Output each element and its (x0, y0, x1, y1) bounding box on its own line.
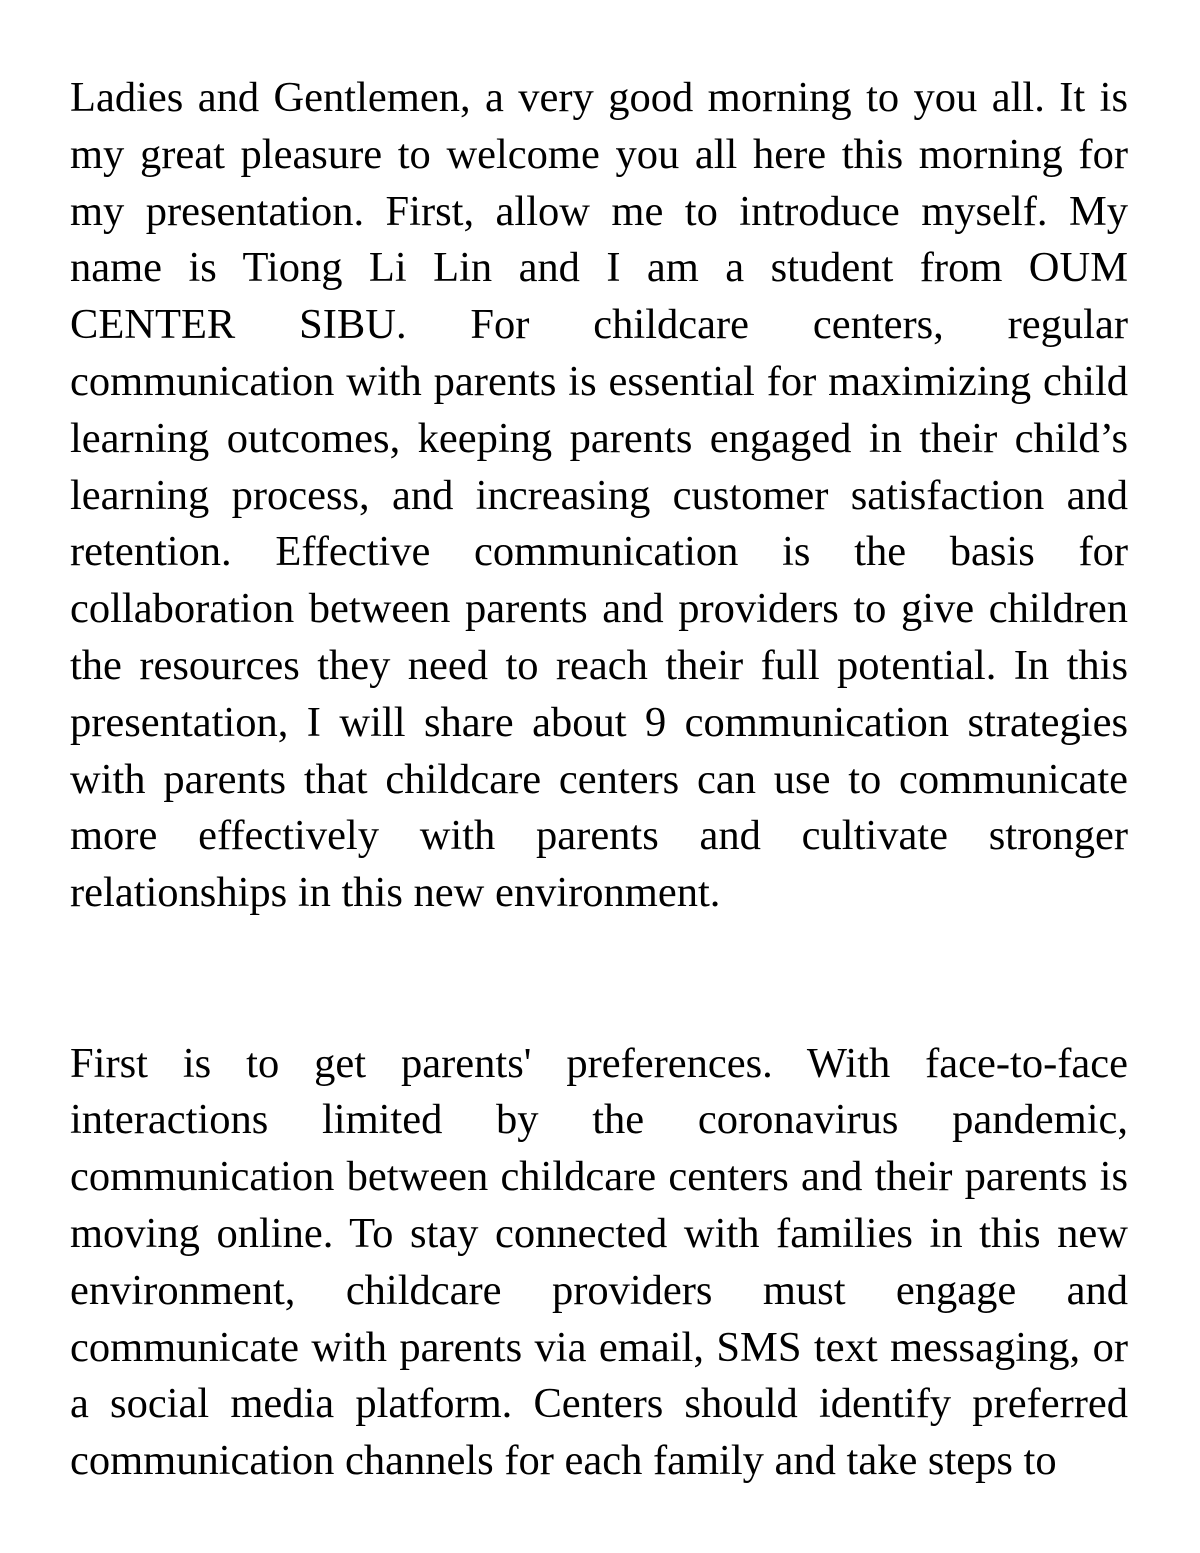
document-page (70, 70, 1128, 1490)
paragraph-spacer (70, 922, 1128, 1036)
intro-paragraph: Ladies and Gentlemen, a very good morning to you all. It is my great pleasure to welcome you all here this morning for my presentation. First, allow me to introduce myself. My name is Tiong Li Lin and I am a student from OUM CENTER SIBU. For childcare centers, regular communication with parents is essential for maximizing child learning outcomes, keeping parents engaged in their child’s learning process, and increasing customer satisfaction and retention. Effective communication is the basis for collaboration between parents and providers to give children the resources they need to reach their full potential. In this presentation, I will share about 9 communication strategies with parents that childcare centers can use to communicate more effectively with parents and cultivate stronger relationships in this new environment. (70, 74, 1128, 917)
preferences-paragraph: First is to get parents' preferences. With face-to-face interactions limited by the coronavirus pandemic, communication between childcare centers and their parents is moving online. To stay connected with families in this new environment, childcare providers must engage and communicate with parents via email, SMS text messaging, or a social media platform. Centers should identify preferred communication channels for each family and take steps to (70, 1039, 1128, 1485)
